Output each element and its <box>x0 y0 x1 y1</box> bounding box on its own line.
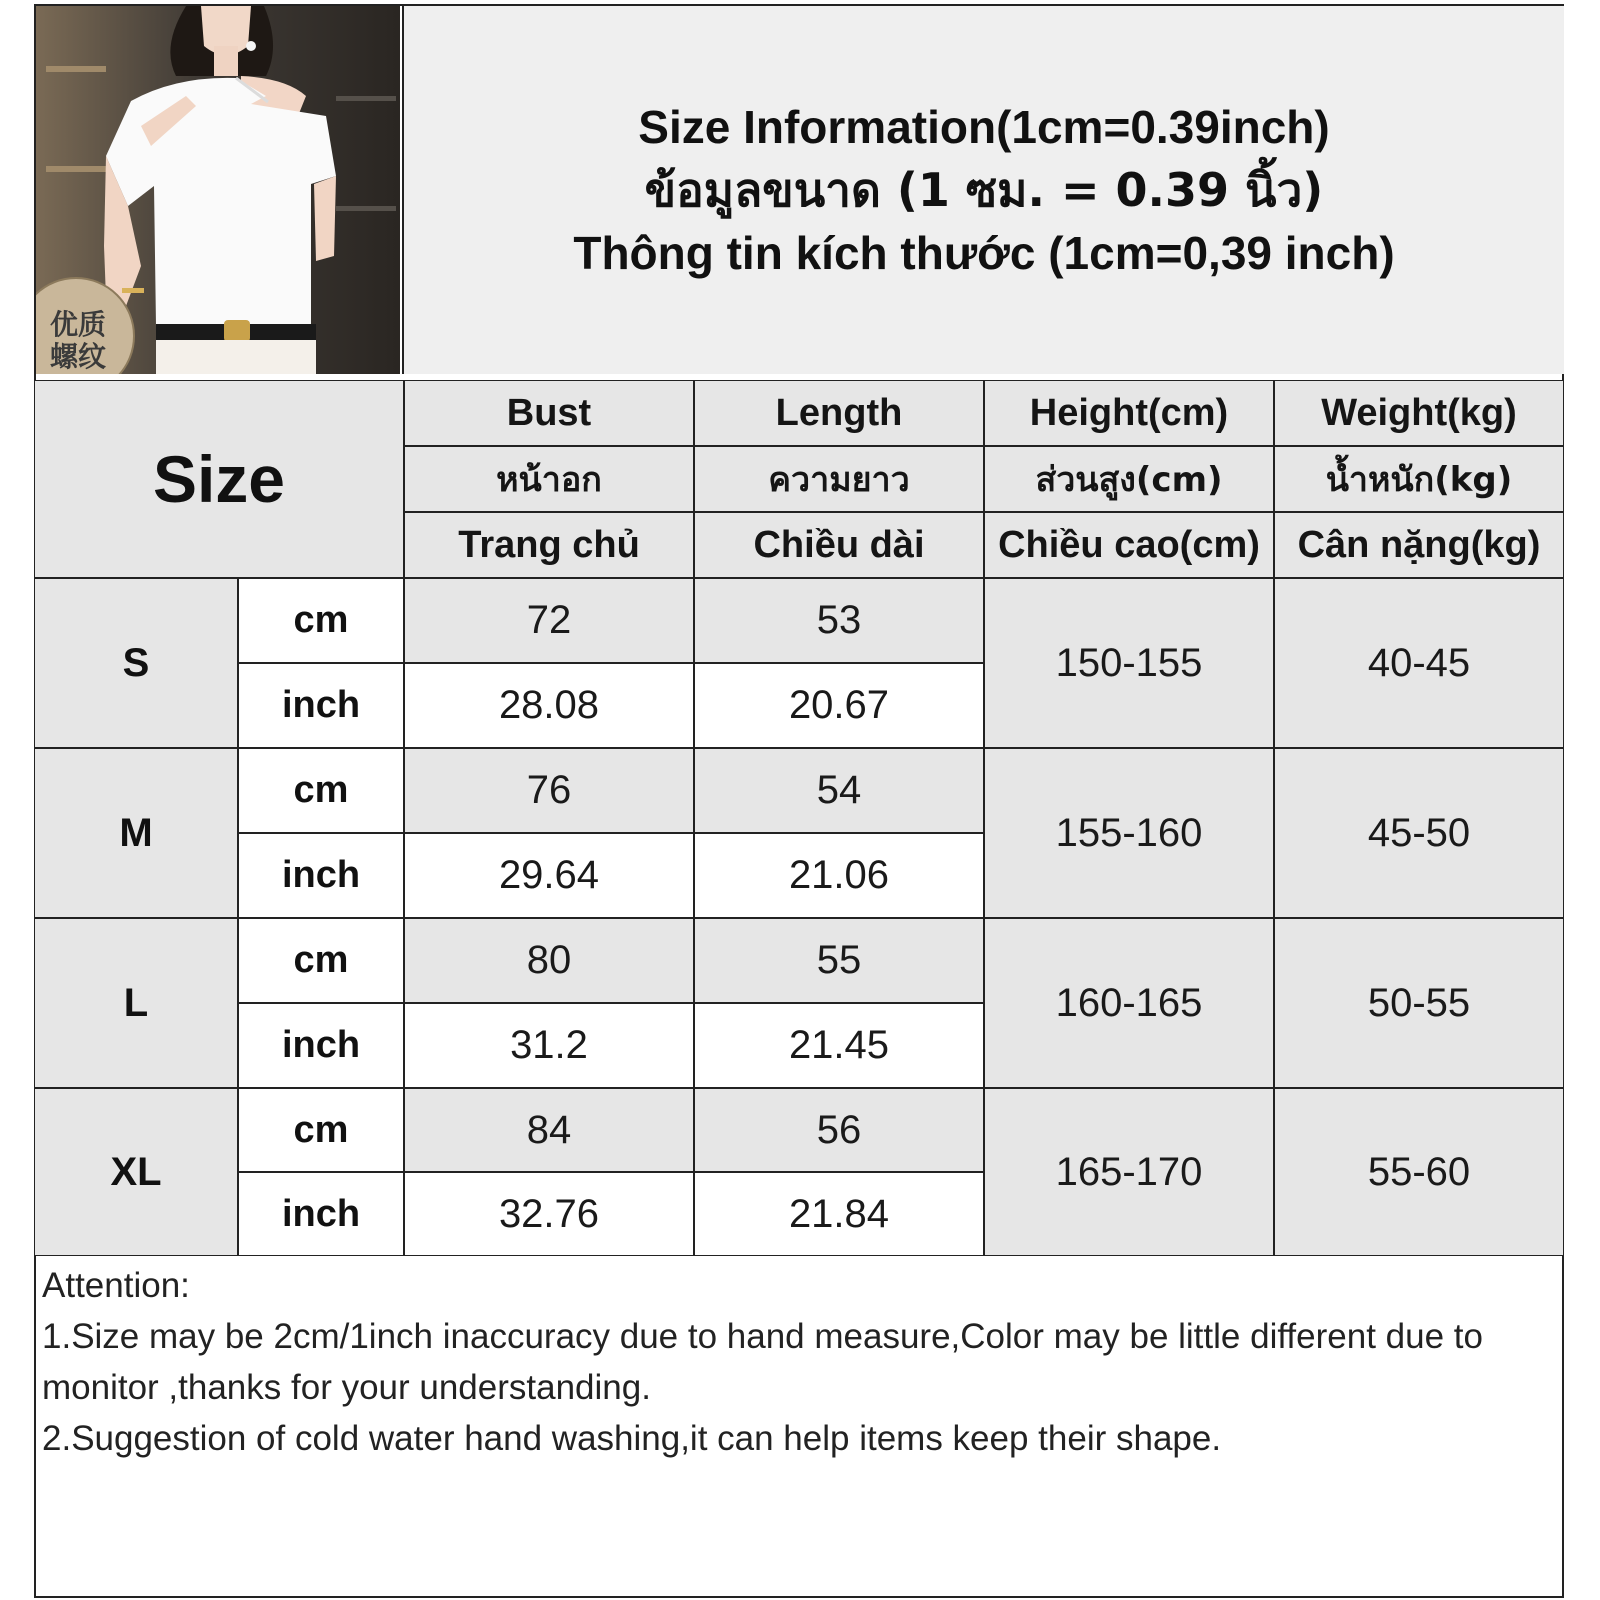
bust-inch-l: 31.2 <box>404 1003 694 1088</box>
product-photo <box>36 6 400 374</box>
notes-line-1: 1.Size may be 2cm/1inch inaccuracy due to hand measure,Color may be little different due to monitor ,thanks for your understanding. <box>42 1317 1483 1407</box>
bust-cm-xl: 84 <box>404 1088 694 1172</box>
weight-range-l: 50-55 <box>1274 918 1564 1088</box>
size-label-s: S <box>34 578 238 748</box>
length-inch-m: 21.06 <box>694 833 984 918</box>
height-range-m: 155-160 <box>984 748 1274 918</box>
bust-cm-l: 80 <box>404 918 694 1003</box>
notes-line-2: 2.Suggestion of cold water hand washing,it can help items keep their shape. <box>42 1419 1222 1458</box>
col-header-length-en: Length <box>694 380 984 446</box>
col-header-weight-th: น้ำหนัก(kg) <box>1274 446 1564 512</box>
col-header-length-th: ความยาว <box>694 446 984 512</box>
weight-range-m: 45-50 <box>1274 748 1564 918</box>
col-header-bust-th: หน้าอก <box>404 446 694 512</box>
length-inch-xl: 21.84 <box>694 1172 984 1256</box>
size-label-m: M <box>34 748 238 918</box>
height-range-xl: 165-170 <box>984 1088 1274 1256</box>
weight-range-xl: 55-60 <box>1274 1088 1564 1256</box>
length-cm-s: 53 <box>694 578 984 663</box>
unit-cm: cm <box>238 918 404 1003</box>
height-range-s: 150-155 <box>984 578 1274 748</box>
notes-heading: Attention: <box>42 1266 190 1305</box>
bust-inch-xl: 32.76 <box>404 1172 694 1256</box>
attention-notes <box>36 1256 1562 1596</box>
badge-line1: 优质 <box>49 308 107 341</box>
col-header-bust-en: Bust <box>404 380 694 446</box>
col-header-bust-vi: Trang chủ <box>404 512 694 578</box>
size-header-cell: Size <box>34 380 404 578</box>
unit-cm: cm <box>238 578 404 663</box>
length-cm-m: 54 <box>694 748 984 833</box>
title-english: Size Information(1cm=0.39inch) <box>638 100 1330 153</box>
col-header-weight-en: Weight(kg) <box>1274 380 1564 446</box>
bust-inch-m: 29.64 <box>404 833 694 918</box>
length-inch-s: 20.67 <box>694 663 984 748</box>
model-illustration <box>36 6 400 374</box>
unit-cm: cm <box>238 748 404 833</box>
title-thai: ข้อมูลขนาด (1 ซม. = 0.39 นิ้ว) <box>644 162 1324 217</box>
bust-cm-m: 76 <box>404 748 694 833</box>
size-info-title-box <box>402 6 1564 374</box>
col-header-height-en: Height(cm) <box>984 380 1274 446</box>
unit-inch: inch <box>238 1003 404 1088</box>
length-inch-l: 21.45 <box>694 1003 984 1088</box>
col-header-weight-vi: Cân nặng(kg) <box>1274 512 1564 578</box>
weight-range-s: 40-45 <box>1274 578 1564 748</box>
unit-cm: cm <box>238 1088 404 1172</box>
bust-cm-s: 72 <box>404 578 694 663</box>
col-header-height-th: ส่วนสูง(cm) <box>984 446 1274 512</box>
col-header-height-vi: Chiều cao(cm) <box>984 512 1274 578</box>
bust-inch-s: 28.08 <box>404 663 694 748</box>
unit-inch: inch <box>238 833 404 918</box>
height-range-l: 160-165 <box>984 918 1274 1088</box>
size-label-l: L <box>34 918 238 1088</box>
title-vietnamese: Thông tin kích thước (1cm=0,39 inch) <box>573 226 1395 279</box>
unit-inch: inch <box>238 663 404 748</box>
badge-line2: 螺纹 <box>49 340 107 373</box>
unit-inch: inch <box>238 1172 404 1256</box>
length-cm-xl: 56 <box>694 1088 984 1172</box>
col-header-length-vi: Chiều dài <box>694 512 984 578</box>
length-cm-l: 55 <box>694 918 984 1003</box>
size-label-xl: XL <box>34 1088 238 1256</box>
